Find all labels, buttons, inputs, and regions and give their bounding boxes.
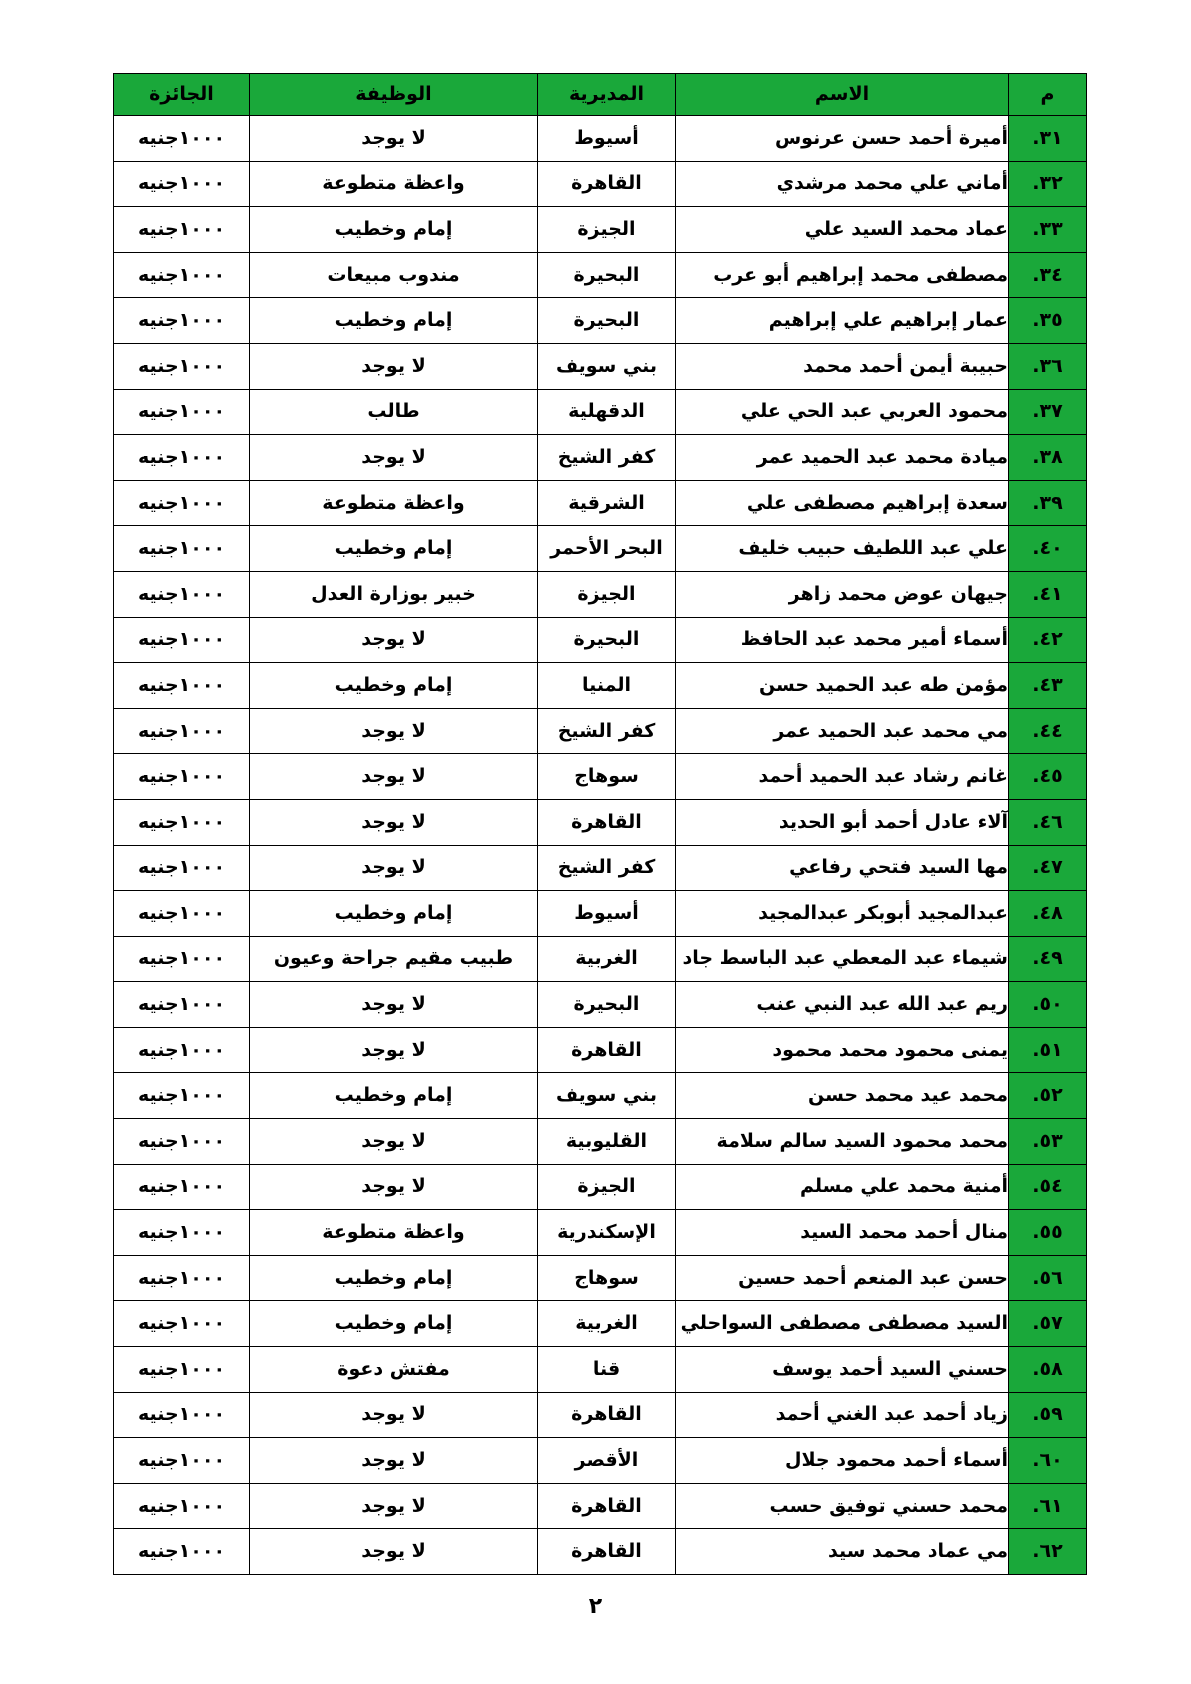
row-name: حبيبة أيمن أحمد محمد [676,343,1009,389]
row-prize: ١٠٠٠جنيه [114,1438,250,1484]
row-directorate: الغربية [538,1301,676,1347]
row-prize: ١٠٠٠جنيه [114,161,250,207]
row-number: ٣٣. [1009,207,1087,253]
row-job: لا يوجد [250,708,538,754]
row-name: حسني السيد أحمد يوسف [676,1347,1009,1393]
row-directorate: الجيزة [538,571,676,617]
table-row [114,663,1087,709]
row-name: جيهان عوض محمد زاهر [676,571,1009,617]
table-row [114,936,1087,982]
row-number: ٦١. [1009,1483,1087,1529]
table-row [114,1392,1087,1438]
row-job: لا يوجد [250,435,538,481]
row-job: لا يوجد [250,343,538,389]
row-prize: ١٠٠٠جنيه [114,571,250,617]
row-name: زياد أحمد عبد الغني أحمد [676,1392,1009,1438]
row-name: مصطفى محمد إبراهيم أبو عرب [676,252,1009,298]
row-number: ٣٩. [1009,480,1087,526]
row-prize: ١٠٠٠جنيه [114,526,250,572]
row-number: ٣٤. [1009,252,1087,298]
row-number: ٥٧. [1009,1301,1087,1347]
row-job: لا يوجد [250,1164,538,1210]
row-number: ٤٩. [1009,936,1087,982]
row-directorate: القاهرة [538,1483,676,1529]
table-row [114,982,1087,1028]
row-directorate: الإسكندرية [538,1210,676,1256]
row-job: خبير بوزارة العدل [250,571,538,617]
row-number: ٥٢. [1009,1073,1087,1119]
row-prize: ١٠٠٠جنيه [114,936,250,982]
row-prize: ١٠٠٠جنيه [114,1073,250,1119]
row-name: أسماء أحمد محمود جلال [676,1438,1009,1484]
row-number: ٣٦. [1009,343,1087,389]
row-directorate: البحيرة [538,617,676,663]
table-row [114,480,1087,526]
row-name: يمنى محمود محمد محمود [676,1027,1009,1073]
row-number: ٥٥. [1009,1210,1087,1256]
row-prize: ١٠٠٠جنيه [114,298,250,344]
row-number: ٥٨. [1009,1347,1087,1393]
row-prize: ١٠٠٠جنيه [114,480,250,526]
table-row [114,1301,1087,1347]
row-prize: ١٠٠٠جنيه [114,799,250,845]
row-name: محمود العربي عبد الحي علي [676,389,1009,435]
row-job: لا يوجد [250,1483,538,1529]
row-job: إمام وخطيب [250,891,538,937]
header-number: م [1009,74,1087,116]
table-row [114,1347,1087,1393]
row-directorate: الأقصر [538,1438,676,1484]
row-job: لا يوجد [250,1529,538,1575]
row-prize: ١٠٠٠جنيه [114,891,250,937]
table-row [114,1438,1087,1484]
row-job: واعظة متطوعة [250,1210,538,1256]
row-prize: ١٠٠٠جنيه [114,845,250,891]
row-number: ٤٨. [1009,891,1087,937]
row-number: ٥٩. [1009,1392,1087,1438]
row-directorate: أسيوط [538,116,676,162]
table-row [114,845,1087,891]
table-row [114,389,1087,435]
header-prize: الجائزة [114,74,250,116]
row-directorate: المنيا [538,663,676,709]
row-name: ريم عبد الله عبد النبي عنب [676,982,1009,1028]
row-directorate: البحيرة [538,982,676,1028]
row-job: إمام وخطيب [250,526,538,572]
row-name: حسن عبد المنعم أحمد حسين [676,1255,1009,1301]
row-prize: ١٠٠٠جنيه [114,1027,250,1073]
row-directorate: بني سويف [538,343,676,389]
row-number: ٣١. [1009,116,1087,162]
row-number: ٣٨. [1009,435,1087,481]
row-name: مي عماد محمد سيد [676,1529,1009,1575]
row-directorate: بني سويف [538,1073,676,1119]
row-directorate: الغربية [538,936,676,982]
table-row [114,1255,1087,1301]
table-body [114,116,1087,1575]
table-row [114,298,1087,344]
row-job: لا يوجد [250,845,538,891]
row-directorate: القاهرة [538,1027,676,1073]
row-number: ٤٥. [1009,754,1087,800]
row-directorate: سوهاج [538,754,676,800]
row-number: ٤٢. [1009,617,1087,663]
row-directorate: الشرقية [538,480,676,526]
row-number: ٣٢. [1009,161,1087,207]
header-row [114,74,1087,116]
row-job: لا يوجد [250,799,538,845]
row-name: محمد عيد محمد حسن [676,1073,1009,1119]
row-job: واعظة متطوعة [250,161,538,207]
table-row [114,526,1087,572]
row-number: ٤٤. [1009,708,1087,754]
row-directorate: الدقهلية [538,389,676,435]
row-name: سعدة إبراهيم مصطفى علي [676,480,1009,526]
row-job: إمام وخطيب [250,207,538,253]
table-row [114,1529,1087,1575]
row-prize: ١٠٠٠جنيه [114,389,250,435]
row-name: محمد محمود السيد سالم سلامة [676,1119,1009,1165]
row-number: ٤٧. [1009,845,1087,891]
row-directorate: كفر الشيخ [538,435,676,481]
row-prize: ١٠٠٠جنيه [114,1164,250,1210]
row-directorate: كفر الشيخ [538,708,676,754]
winners-table [113,73,1087,1575]
row-name: ميادة محمد عبد الحميد عمر [676,435,1009,481]
row-number: ٥٦. [1009,1255,1087,1301]
row-number: ٤٣. [1009,663,1087,709]
table-row [114,1027,1087,1073]
table-header [114,74,1087,116]
row-name: علي عبد اللطيف حبيب خليف [676,526,1009,572]
row-job: إمام وخطيب [250,1301,538,1347]
header-directorate: المديرية [538,74,676,116]
row-prize: ١٠٠٠جنيه [114,1483,250,1529]
row-directorate: القاهرة [538,1392,676,1438]
row-directorate: القاهرة [538,799,676,845]
row-prize: ١٠٠٠جنيه [114,207,250,253]
row-job: لا يوجد [250,1392,538,1438]
row-directorate: القاهرة [538,161,676,207]
row-name: مها السيد فتحي رفاعي [676,845,1009,891]
row-number: ٣٧. [1009,389,1087,435]
row-job: لا يوجد [250,116,538,162]
row-number: ٤١. [1009,571,1087,617]
table-row [114,571,1087,617]
row-prize: ١٠٠٠جنيه [114,1347,250,1393]
row-number: ٥١. [1009,1027,1087,1073]
table-row [114,207,1087,253]
row-directorate: قنا [538,1347,676,1393]
row-job: لا يوجد [250,1027,538,1073]
row-job: لا يوجد [250,617,538,663]
table-row [114,161,1087,207]
row-prize: ١٠٠٠جنيه [114,708,250,754]
row-name: منال أحمد محمد السيد [676,1210,1009,1256]
table-row [114,1210,1087,1256]
row-directorate: الجيزة [538,1164,676,1210]
row-directorate: القليوبية [538,1119,676,1165]
row-job: لا يوجد [250,1119,538,1165]
row-name: السيد مصطفى مصطفى السواحلي [676,1301,1009,1347]
row-name: أماني علي محمد مرشدي [676,161,1009,207]
row-directorate: سوهاج [538,1255,676,1301]
row-job: مفتش دعوة [250,1347,538,1393]
row-name: آلاء عادل أحمد أبو الحديد [676,799,1009,845]
table-row [114,1119,1087,1165]
row-job: إمام وخطيب [250,1255,538,1301]
header-name: الاسم [676,74,1009,116]
row-job: مندوب مبيعات [250,252,538,298]
row-name: مؤمن طه عبد الحميد حسن [676,663,1009,709]
row-prize: ١٠٠٠جنيه [114,663,250,709]
table-row [114,1073,1087,1119]
table-row [114,1164,1087,1210]
row-name: عمار إبراهيم علي إبراهيم [676,298,1009,344]
table-row [114,708,1087,754]
table-row [114,891,1087,937]
row-directorate: البحر الأحمر [538,526,676,572]
row-prize: ١٠٠٠جنيه [114,1301,250,1347]
row-name: أميرة أحمد حسن عرنوس [676,116,1009,162]
row-job: لا يوجد [250,982,538,1028]
row-prize: ١٠٠٠جنيه [114,1529,250,1575]
row-directorate: الجيزة [538,207,676,253]
row-name: شيماء عبد المعطي عبد الباسط جاد [676,936,1009,982]
row-job: لا يوجد [250,1438,538,1484]
row-name: غانم رشاد عبد الحميد أحمد [676,754,1009,800]
row-name: عبدالمجيد أبوبكر عبدالمجيد [676,891,1009,937]
row-prize: ١٠٠٠جنيه [114,343,250,389]
table-row [114,252,1087,298]
header-job: الوظيفة [250,74,538,116]
row-name: أمنية محمد علي مسلم [676,1164,1009,1210]
table-row [114,116,1087,162]
row-job: لا يوجد [250,754,538,800]
row-directorate: كفر الشيخ [538,845,676,891]
row-directorate: القاهرة [538,1529,676,1575]
row-name: محمد حسني توفيق حسب [676,1483,1009,1529]
row-number: ٥٠. [1009,982,1087,1028]
row-job: واعظة متطوعة [250,480,538,526]
row-prize: ١٠٠٠جنيه [114,1392,250,1438]
row-prize: ١٠٠٠جنيه [114,435,250,481]
row-job: طالب [250,389,538,435]
row-prize: ١٠٠٠جنيه [114,1255,250,1301]
row-number: ٥٤. [1009,1164,1087,1210]
table-row [114,617,1087,663]
row-prize: ١٠٠٠جنيه [114,617,250,663]
row-prize: ١٠٠٠جنيه [114,116,250,162]
table-row [114,1483,1087,1529]
table-row [114,343,1087,389]
row-job: إمام وخطيب [250,1073,538,1119]
row-number: ٦٠. [1009,1438,1087,1484]
row-number: ٣٥. [1009,298,1087,344]
row-prize: ١٠٠٠جنيه [114,754,250,800]
page-number: ٢ [588,1594,603,1619]
table-row [114,435,1087,481]
row-directorate: أسيوط [538,891,676,937]
row-number: ٤٠. [1009,526,1087,572]
row-job: طبيب مقيم جراحة وعيون [250,936,538,982]
table-row [114,754,1087,800]
row-name: مي محمد عبد الحميد عمر [676,708,1009,754]
row-prize: ١٠٠٠جنيه [114,252,250,298]
table-row [114,799,1087,845]
row-name: أسماء أمير محمد عبد الحافظ [676,617,1009,663]
row-directorate: البحيرة [538,298,676,344]
row-name: عماد محمد السيد علي [676,207,1009,253]
row-job: إمام وخطيب [250,298,538,344]
row-prize: ١٠٠٠جنيه [114,982,250,1028]
row-number: ٤٦. [1009,799,1087,845]
row-prize: ١٠٠٠جنيه [114,1210,250,1256]
row-prize: ١٠٠٠جنيه [114,1119,250,1165]
row-number: ٦٢. [1009,1529,1087,1575]
row-directorate: البحيرة [538,252,676,298]
row-job: إمام وخطيب [250,663,538,709]
row-number: ٥٣. [1009,1119,1087,1165]
